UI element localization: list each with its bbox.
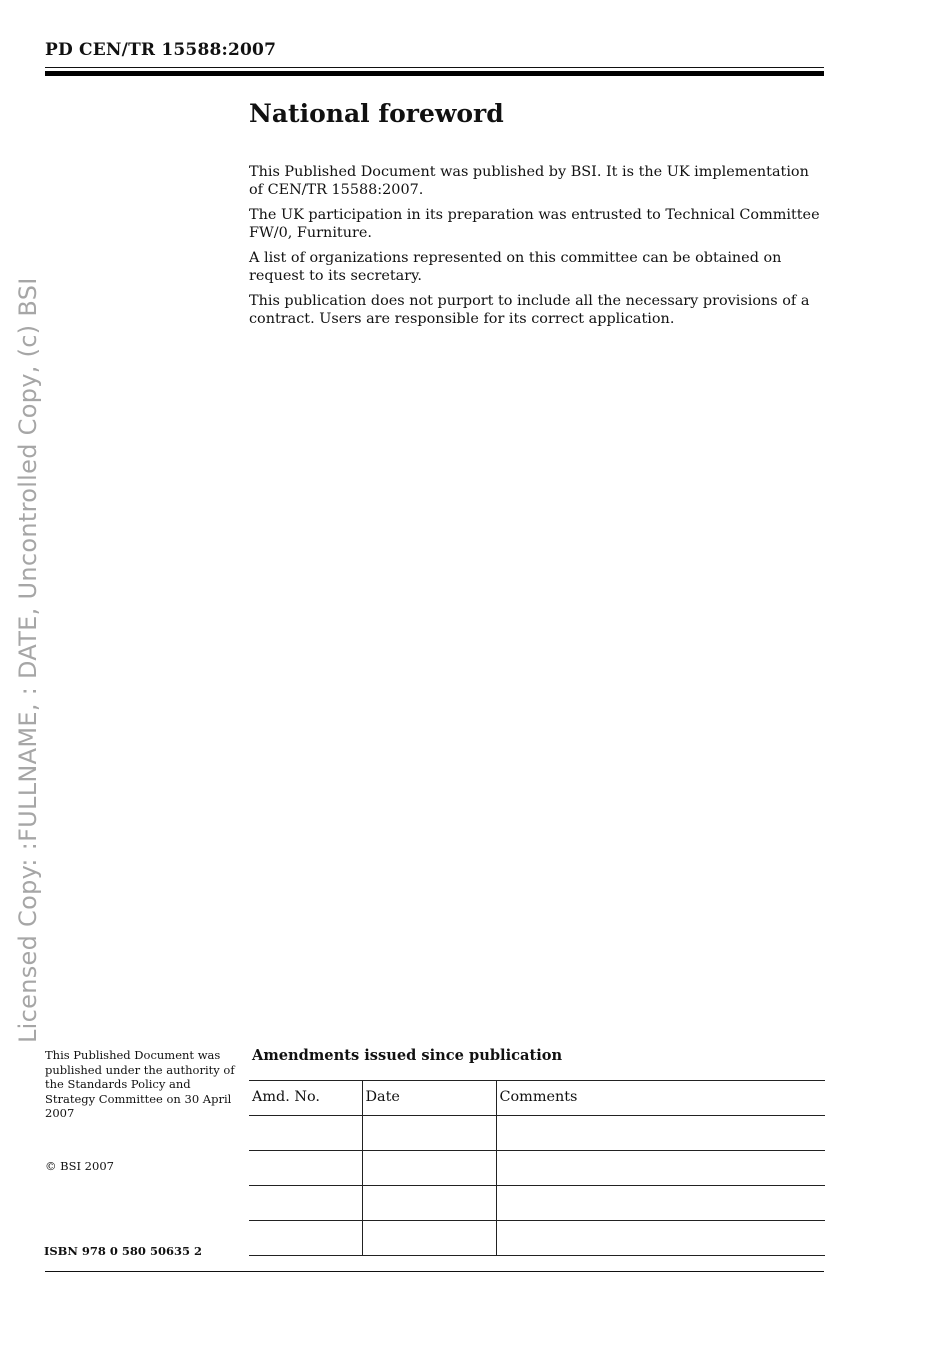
cell-amd-no [249,1186,362,1221]
header-thick-rule [45,71,824,76]
cell-date [362,1186,496,1221]
amendments-header-row [249,1081,825,1116]
table-row [249,1116,825,1151]
cell-comments [496,1116,825,1151]
license-watermark: Licensed Copy: :FULLNAME, : DATE, Uncontrolled Copy, (c) BSI [14,277,42,1043]
foreword-body [249,164,827,336]
foreword-paragraph: The UK participation in its preparation was entrusted to Technical Committee FW/0, Furniture. [249,207,820,241]
header-thin-rule [45,67,824,68]
authority-note: This Published Document was published under the authority of the Standards Policy and Strategy Committee on 30 April 2007 [45,1048,235,1121]
foreword-paragraph: A list of organizations represented on this committee can be obtained on request to its secretary. [249,250,782,284]
cell-date [362,1221,496,1256]
amendments-heading: Amendments issued since publication [252,1047,563,1064]
isbn: ISBN 978 0 580 50635 2 [44,1244,202,1258]
foreword-paragraph: This Published Document was published by BSI. It is the UK implementation of CEN/TR 15588:2007. [249,164,809,198]
table-row [249,1186,825,1221]
cell-comments [496,1186,825,1221]
cell-amd-no [249,1116,362,1151]
cell-amd-no [249,1221,362,1256]
table-row [249,1151,825,1186]
column-header-date: Date [362,1081,496,1116]
column-header-comments: Comments [496,1081,825,1116]
column-header-amd-no: Amd. No. [249,1081,362,1116]
cell-comments [496,1151,825,1186]
page-title: National foreword [249,99,504,128]
table-row [249,1221,825,1256]
foreword-paragraph: This publication does not purport to include all the necessary provisions of a contract. Users are responsible for its correct application. [249,293,810,327]
amendments-table [249,1080,825,1256]
footer-rule [45,1271,824,1272]
cell-amd-no [249,1151,362,1186]
cell-date [362,1116,496,1151]
copyright-notice: © BSI 2007 [45,1159,114,1173]
document-code: PD CEN/TR 15588:2007 [45,40,277,60]
cell-comments [496,1221,825,1256]
cell-date [362,1151,496,1186]
